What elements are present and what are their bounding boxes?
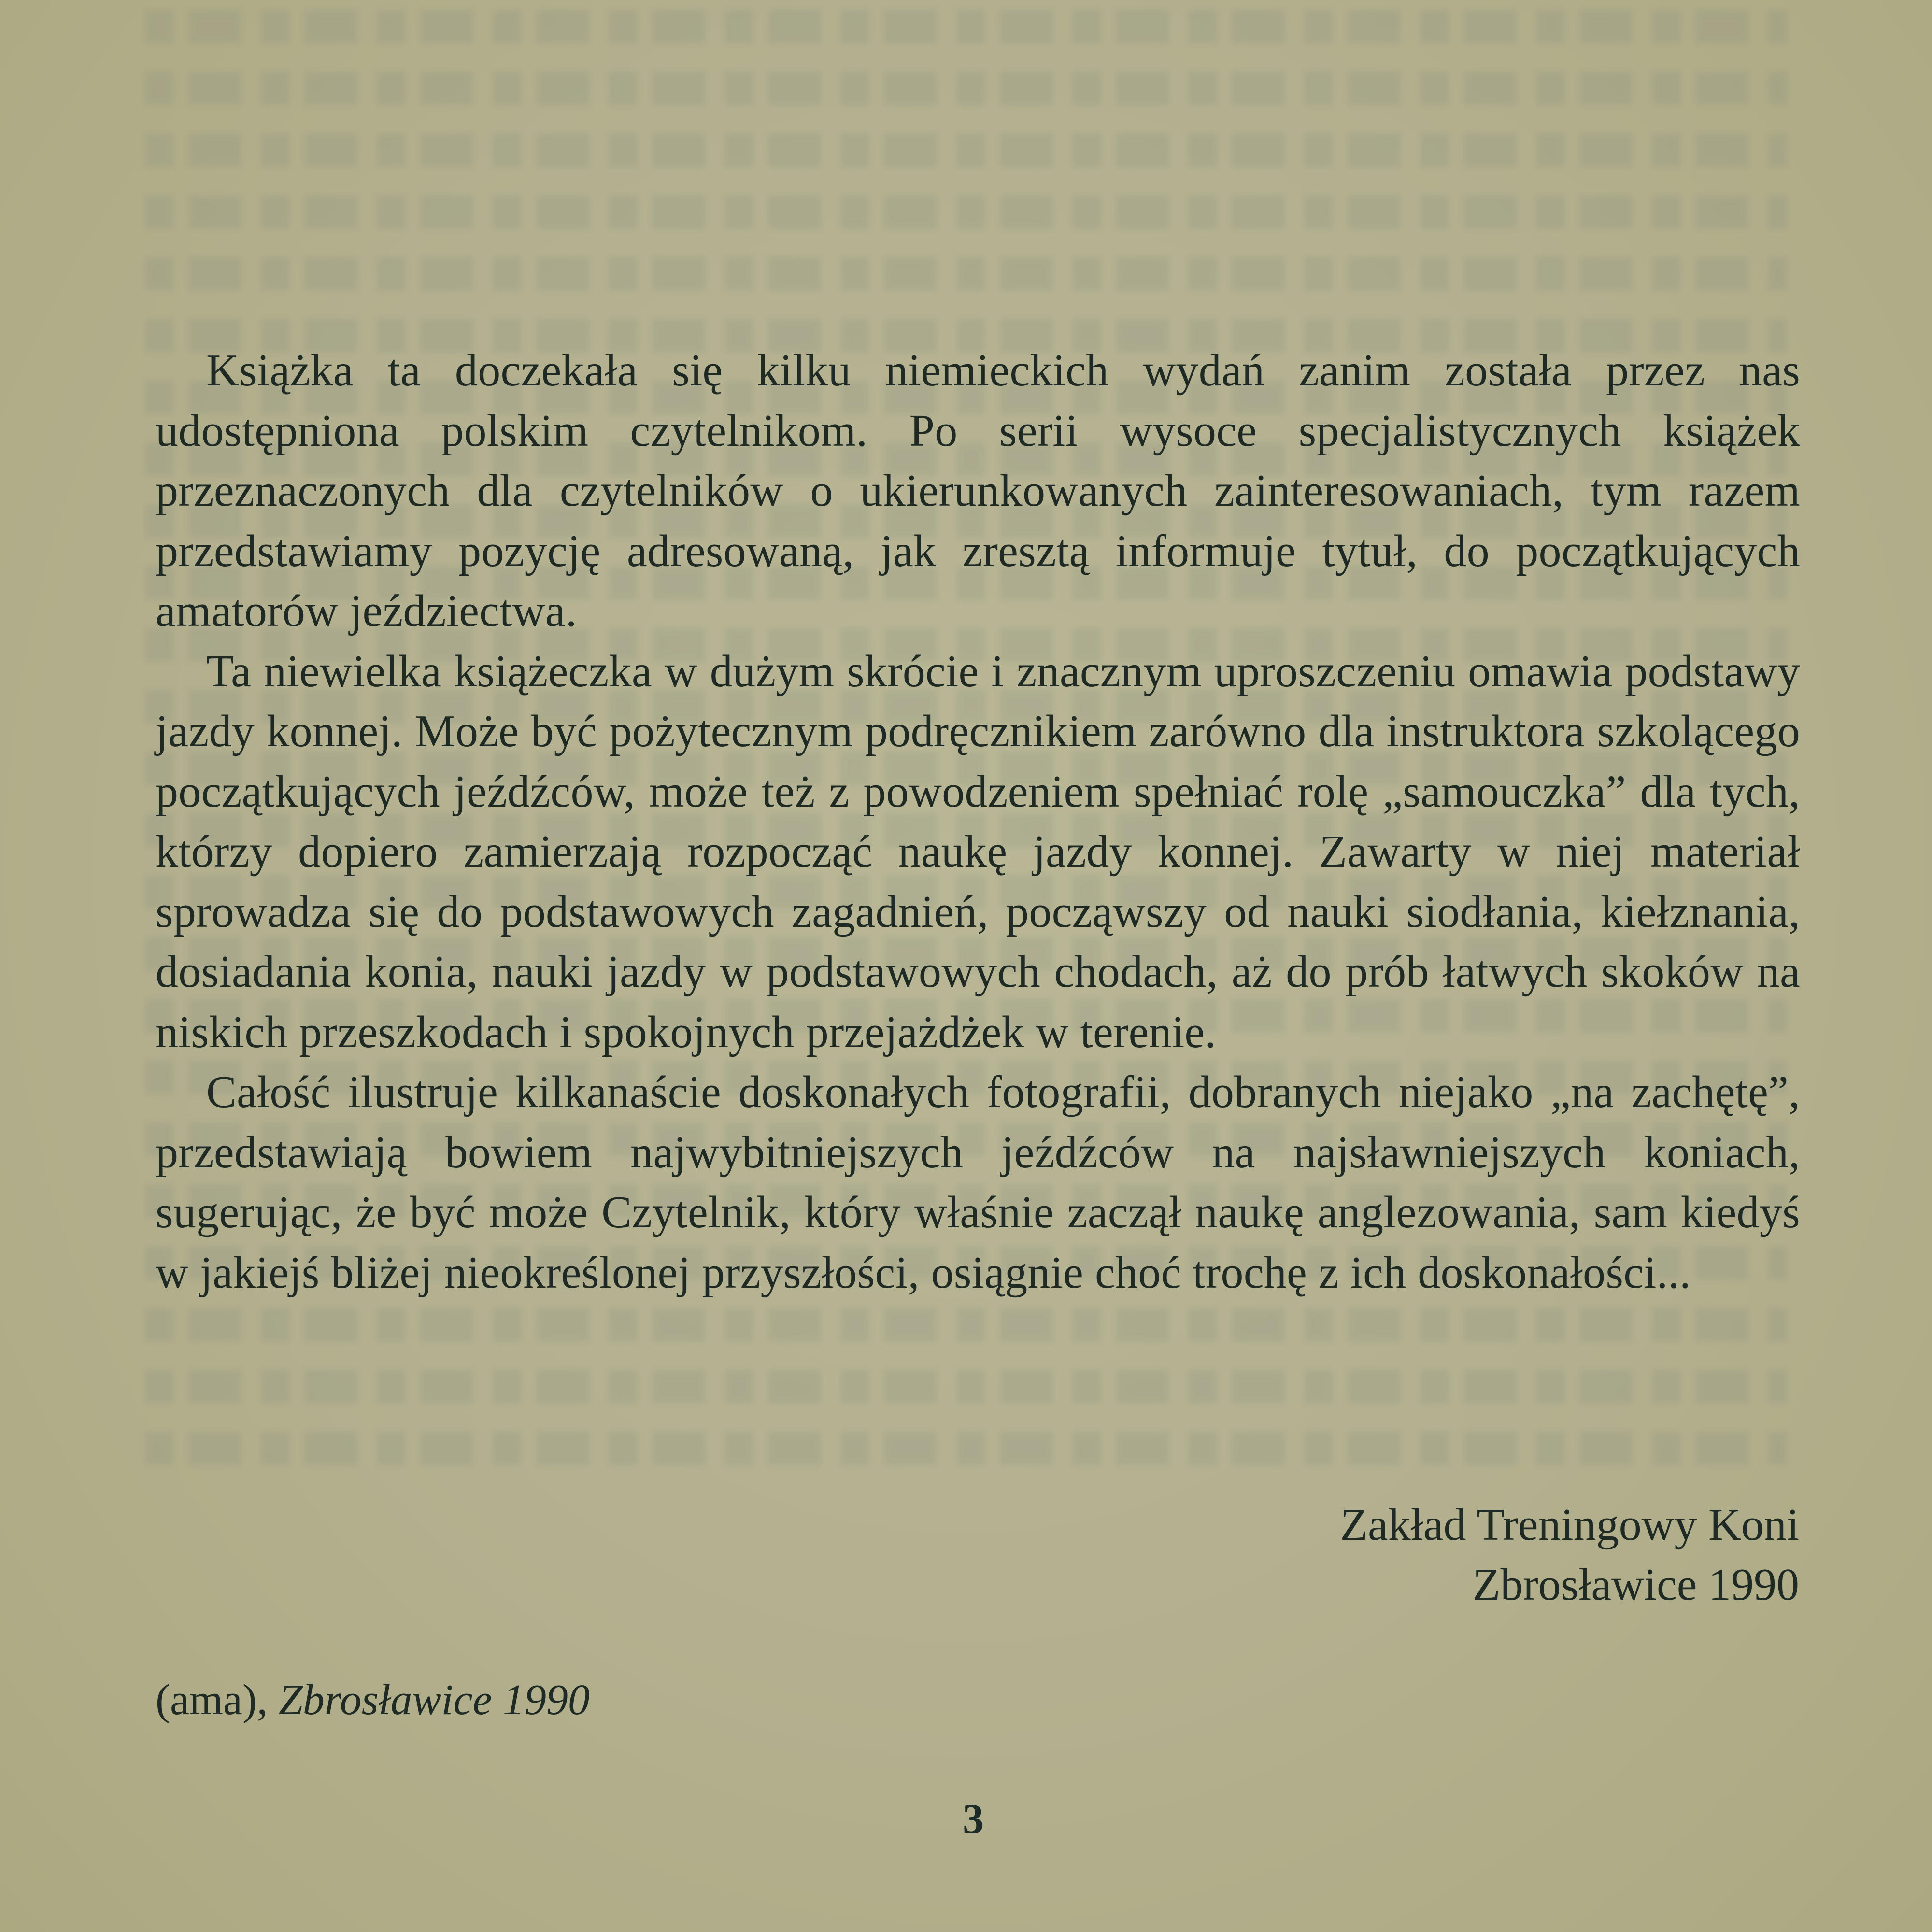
paragraph-3: Całość ilustruje kilkanaście doskonałych fotografii, dobranych niejako „na zachętę”, przedstawiają bowiem najwybitniejszych jeźdźców na najsławniejszych koniach, sugerując, że być może Czytelnik, który właśnie zaczął naukę anglezowania, sam kiedyś w jakiejś bliżej nieokreślonej przyszłości, osiągnie choć trochę z ich doskonałości... <box>156 1067 1800 1298</box>
credit-author: (ama), <box>156 1676 268 1724</box>
paragraph-1: Książka ta doczekała się kilku niemieckich wydań zanim została przez nas udostępniona polskim czytelnikom. Po serii wysoce specjalistycznych książek przeznaczonych dla czytelników o ukierunkowanych zainteresowaniach, tym razem przedstawiamy pozycję adresowaną, jak zresztą informuje tytuł, do początkujących amatorów jeździectwa. <box>156 345 1800 636</box>
signature-block <box>1340 1495 1799 1615</box>
translator-credit <box>156 1674 590 1727</box>
signature-organization: Zakład Treningowy Koni <box>1340 1500 1799 1550</box>
page-number: 3 <box>963 1796 984 1843</box>
paragraph-2: Ta niewielka książeczka w dużym skrócie i znacznym uproszczeniu omawia podstawy jazdy konnej. Może być pożytecznym podręcznikiem zarówno dla instruktora szkolącego początkujących jeźdźców, może też z powodzeniem spełniać rolę „samouczka” dla tych, którzy dopiero zamierzają rozpocząć naukę jazdy konnej. Zawarty w niej materiał sprowadza się do podstawowych zagadnień, począwszy od nauki siodłania, kiełznania, dosiadania konia, nauki jazdy w podstawowych chodach, aż do prób łatwych skoków na niskich przeszkodach i spokojnych przejażdżek w terenie. <box>156 646 1800 1057</box>
signature-place-year: Zbrosławice 1990 <box>1472 1560 1799 1610</box>
credit-place-year: Zbrosławice 1990 <box>278 1676 590 1724</box>
preface-body <box>156 341 1800 1303</box>
